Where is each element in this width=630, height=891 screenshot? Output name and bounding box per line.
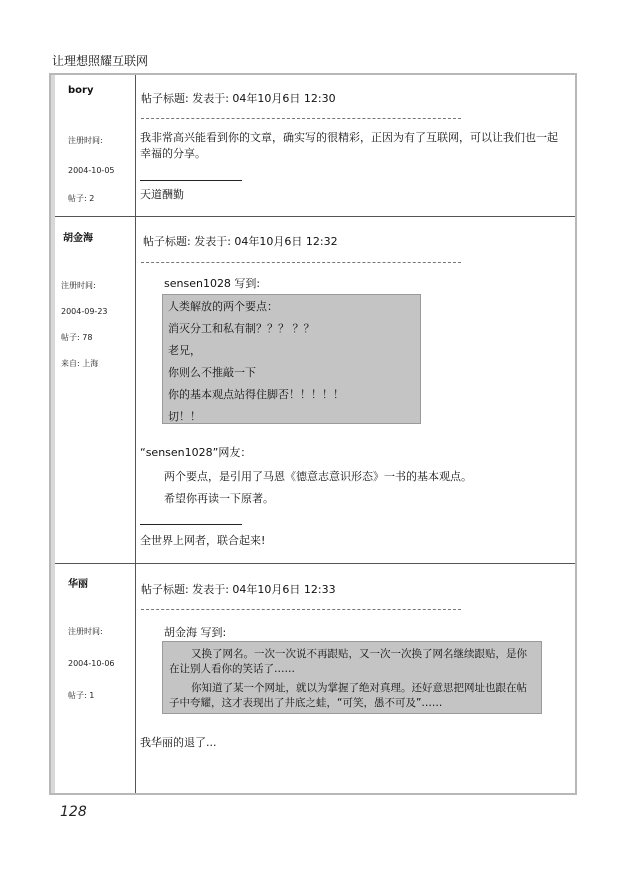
quote-line: 人类解放的两个要点： (168, 300, 278, 313)
forum-thread (49, 73, 577, 795)
quote-paragraph: 你知道了某一个网址，就以为掌握了绝对真理。还好意思把网址也跟在帖子中夸耀，这才表现出了井底之蛙，“可笑，愚不可及”…… (169, 682, 527, 709)
post-username[interactable]: 华丽 (68, 579, 88, 590)
quote-line: 消灭分工和私有制？？？ ？？ (168, 322, 315, 335)
reply-line: 两个要点，是引用了马恩《德意志意识形态》一书的基本观点。 (164, 470, 472, 483)
signature-rule (140, 524, 242, 525)
user-info (61, 266, 108, 383)
quote-line: 你的基本观点站得住脚否！！！！！ (168, 388, 344, 401)
column-divider (135, 75, 136, 793)
post-signature: 天道酬勤 (140, 188, 184, 201)
post-body: 我非常高兴能看到你的文章，确实写的很精彩，正因为有了互联网，可以让我们也一起幸福的分享。 (140, 131, 558, 160)
post-username[interactable]: 胡金海 (63, 233, 93, 244)
frame-inner-border (51, 75, 55, 793)
user-info (68, 612, 115, 715)
register-label: 注册时间: (61, 281, 96, 290)
row-divider (55, 216, 575, 217)
register-date: 2004-10-05 (68, 166, 115, 175)
quote-block (162, 294, 421, 424)
post-meta: 帖子标题: 发表于: 04年10月6日 12:32 (143, 235, 338, 248)
post-username[interactable]: bory (68, 85, 94, 96)
quote-block (162, 641, 542, 714)
post-count: 帖子: 1 (68, 691, 95, 700)
post-count: 帖子: 78 (61, 333, 93, 342)
reply-salutation: “sensen1028”网友： (140, 446, 252, 459)
user-info (68, 121, 115, 218)
register-label: 注册时间: (68, 136, 103, 145)
quote-line: 切！！ (168, 410, 201, 423)
dashed-separator (141, 118, 461, 119)
register-date: 2004-10-06 (68, 659, 115, 668)
quote-line: 老兄， (168, 344, 201, 357)
post-body: 我华丽的退了... (140, 736, 217, 749)
location: 来自: 上海 (61, 359, 99, 368)
row-divider (55, 563, 575, 564)
dashed-separator (141, 609, 461, 610)
quote-author: sensen1028 写到: (164, 277, 261, 290)
register-date: 2004-09-23 (61, 307, 108, 316)
page-number: 128 (60, 804, 87, 820)
post-count: 帖子: 2 (68, 194, 95, 203)
register-label: 注册时间: (68, 627, 103, 636)
dashed-separator (141, 262, 461, 263)
quote-paragraph: 又换了网名。一次一次说不再跟贴，又一次一次换了网名继续跟贴，是你在让别人看你的笑话了…… (169, 648, 527, 675)
quote-line: 你则么不推敲一下 (168, 366, 256, 379)
signature-rule (140, 180, 242, 181)
post-meta: 帖子标题: 发表于: 04年10月6日 12:33 (141, 583, 336, 596)
post-signature: 全世界上网者，联合起来! (140, 534, 266, 547)
post-meta: 帖子标题: 发表于: 04年10月6日 12:30 (141, 92, 336, 105)
book-header-title: 让理想照耀互联网 (52, 54, 149, 68)
reply-line: 希望你再读一下原著。 (164, 492, 274, 505)
quote-author: 胡金海 写到: (164, 626, 227, 639)
